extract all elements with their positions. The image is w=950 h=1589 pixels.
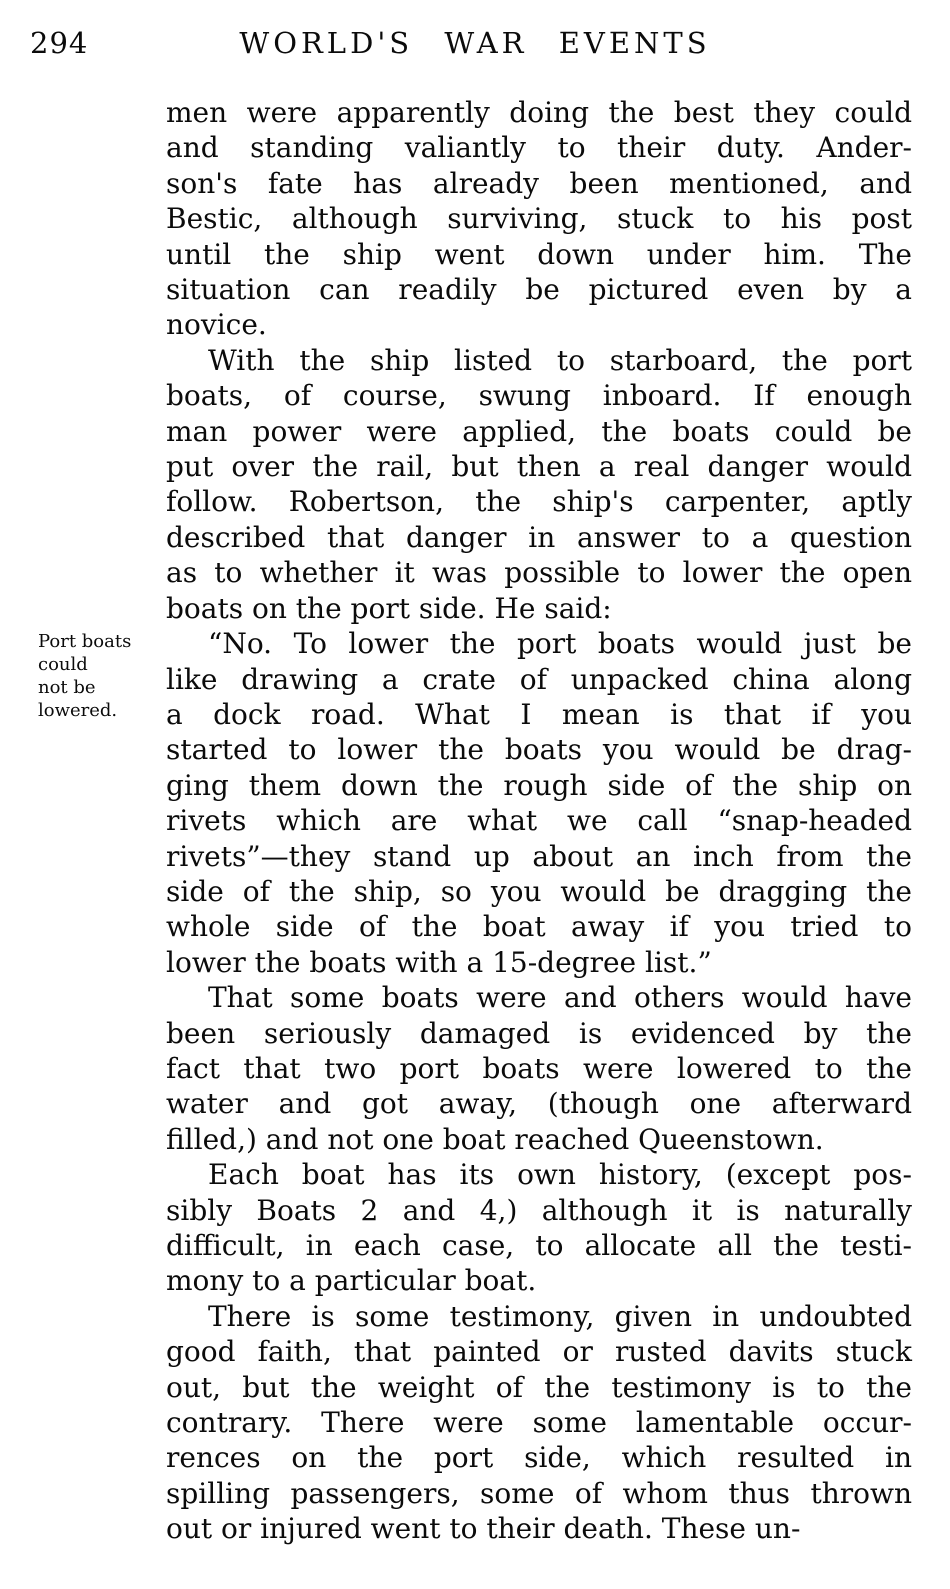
text-line: Bestic, although surviving, stuck to his post: [166, 202, 912, 236]
text-line: “No. To lower the port boats would just be: [208, 627, 912, 661]
text-line: a dock road. What I mean is that if you: [166, 697, 912, 731]
text-line: novice.: [166, 308, 267, 342]
paragraph: [166, 1157, 912, 1299]
text-line: described that danger in answer to a question: [166, 520, 912, 554]
text-line: sibly Boats 2 and 4,) although it is naturally: [166, 1193, 912, 1227]
margin-note-line: could: [38, 654, 88, 675]
paragraph: [166, 1299, 912, 1547]
paragraph: [166, 980, 912, 1157]
text-line: son's fate has already been mentioned, and: [166, 166, 912, 200]
page-number: 294: [30, 26, 89, 60]
text-line: as to whether it was possible to lower the open: [166, 556, 912, 590]
text-line: like drawing a crate of unpacked china along: [166, 662, 912, 696]
paragraph: [166, 343, 912, 626]
margin-note: [38, 630, 163, 722]
text-line: and standing valiantly to their duty. Ander-: [166, 131, 912, 165]
text-line: With the ship listed to starboard, the port: [208, 343, 912, 377]
text-line: contrary. There were some lamentable occur-: [166, 1406, 912, 1440]
text-line: filled,) and not one boat reached Queenstown.: [166, 1122, 824, 1156]
text-line: rivets which are what we call “snap-headed: [166, 804, 912, 838]
text-line: ging them down the rough side of the ship on: [166, 768, 912, 802]
text-line: spilling passengers, some of whom thus thrown: [166, 1476, 912, 1510]
text-line: boats, of course, swung inboard. If enough: [166, 379, 912, 413]
text-line: fact that two port boats were lowered to the: [166, 1051, 912, 1085]
text-line: follow. Robertson, the ship's carpenter, aptly: [166, 485, 912, 519]
body-text: [166, 95, 912, 1547]
text-line: rences on the port side, which resulted in: [166, 1441, 912, 1475]
text-line: side of the ship, so you would be dragging the: [166, 874, 912, 908]
text-line: There is some testimony, given in undoubted: [208, 1299, 912, 1333]
text-line: mony to a particular boat.: [166, 1264, 537, 1298]
text-line: difficult, in each case, to allocate all the testi-: [166, 1229, 912, 1262]
text-line: been seriously damaged is evidenced by the: [166, 1016, 912, 1050]
text-line: man power were applied, the boats could be: [166, 414, 912, 448]
margin-note-line: Port boats: [38, 631, 132, 652]
text-line: situation can readily be pictured even by a: [166, 273, 912, 307]
text-line: out or injured went to their death. These un-: [166, 1512, 801, 1546]
text-line: lower the boats with a 15-degree list.”: [166, 945, 712, 979]
text-line: boats on the port side. He said:: [166, 591, 612, 625]
paragraph: [166, 626, 912, 980]
text-line: water and got away, (though one afterward: [166, 1087, 912, 1121]
text-line: whole side of the boat away if you tried to: [166, 910, 912, 944]
text-line: good faith, that painted or rusted davits stuck: [166, 1335, 912, 1369]
text-line: until the ship went down under him. The: [166, 237, 912, 271]
margin-note-line: not be: [38, 677, 96, 698]
text-line: Each boat has its own history, (except pos-: [208, 1158, 912, 1192]
paragraph: [166, 95, 912, 343]
running-head: WORLD'S WAR EVENTS: [239, 26, 711, 60]
margin-note-line: lowered.: [38, 700, 118, 721]
text-line: out, but the weight of the testimony is to the: [166, 1370, 912, 1404]
text-line: men were apparently doing the best they could: [166, 96, 912, 129]
text-line: put over the rail, but then a real danger would: [166, 450, 912, 484]
text-line: That some boats were and others would have: [208, 981, 912, 1015]
text-line: rivets”—they stand up about an inch from the: [166, 839, 912, 873]
text-line: started to lower the boats you would be drag-: [166, 733, 912, 767]
